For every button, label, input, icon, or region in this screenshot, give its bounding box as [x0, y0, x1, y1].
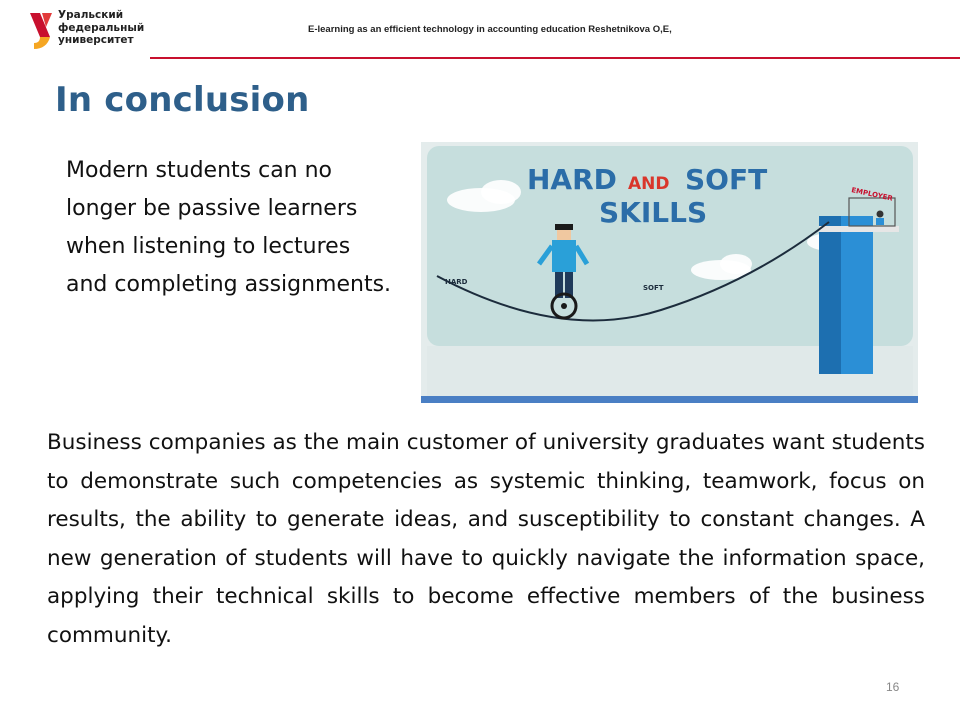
illustration-canvas [421, 142, 918, 403]
hard-soft-skills-illustration [421, 142, 918, 403]
rope-label-hard: HARD [445, 278, 468, 286]
intro-paragraph: Modern students can no longer be passive learners when listening to lectures and completing assignments. [66, 158, 392, 297]
conclusion-paragraph: Business companies as the main customer of university graduates want students to demonstrate such competencies as systemic thinking, teamwork, focus on results, the ability to generate ideas, and susceptibility to constant changes. A new generation of students will have to quickly navigate the information space, applying their technical skills to become effective members of the business community. [47, 430, 925, 648]
illustration-heading-hard: HARD [527, 163, 617, 196]
university-name [58, 9, 144, 47]
logo-line-1: Уральский [58, 9, 124, 21]
illustration-bottom-strip [421, 396, 918, 403]
page-number: 16 [886, 680, 900, 694]
illustration-heading-and: AND [628, 174, 670, 194]
logo-line-2: федеральный [58, 21, 145, 34]
presentation-header-title: E-learning as an efficient technology in accounting education Reshetnikova O,E, [308, 24, 672, 35]
illustration-heading-skills: SKILLS [599, 196, 708, 229]
header-divider [150, 57, 960, 59]
slide-title: In conclusion [55, 80, 310, 120]
rope-label-soft: SOFT [643, 284, 664, 292]
university-logo [28, 9, 168, 53]
employer-sign: EMPLOYER [850, 186, 894, 203]
illustration-heading-soft: SOFT [685, 163, 768, 196]
logo-line-3: университет [58, 34, 134, 46]
university-logo-icon [28, 11, 56, 51]
